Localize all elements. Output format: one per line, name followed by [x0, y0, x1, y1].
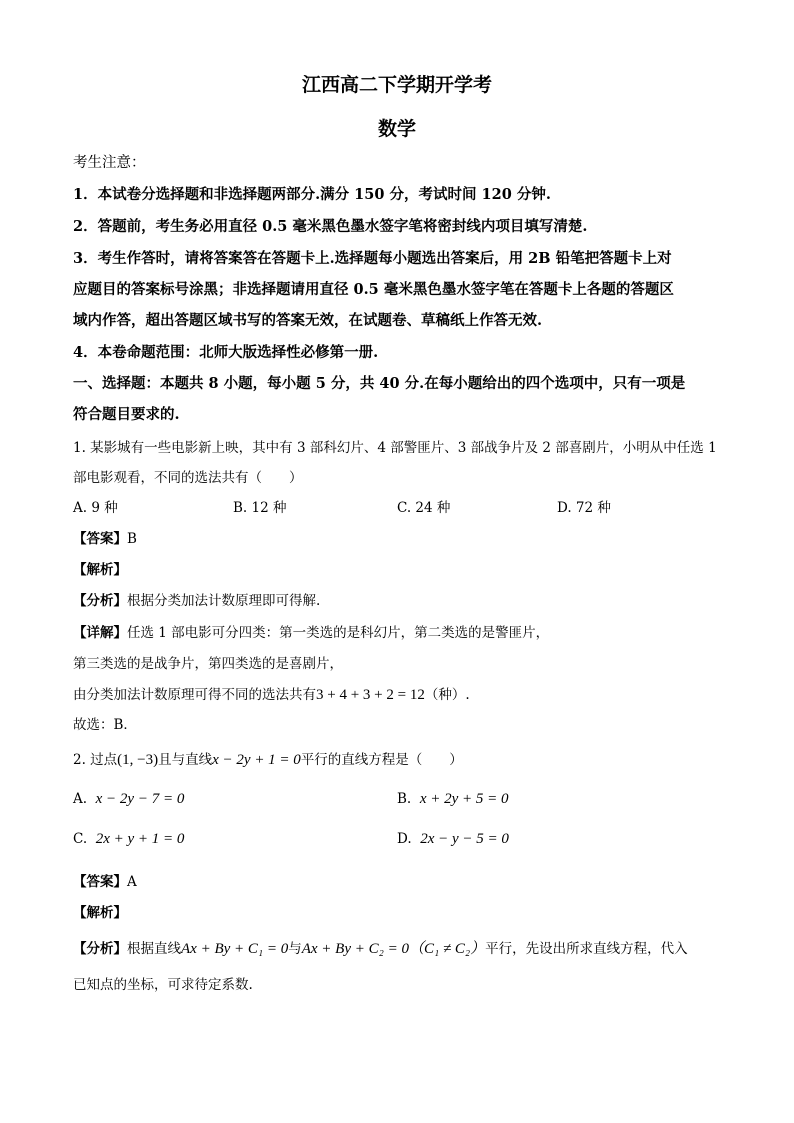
- option-label: A.: [73, 791, 88, 807]
- q2-stem: [73, 748, 463, 769]
- q2-line-eq: x − 2y + 1 = 0: [212, 752, 301, 768]
- detail3-pre: 由分类加法计数原理可得不同的选法共有: [73, 687, 316, 703]
- q2-option-d: [397, 831, 509, 848]
- q2-fenxi-cont: 已知点的坐标，可求待定系数.: [73, 977, 253, 993]
- answer-value: A: [127, 874, 137, 890]
- fenxi-label: 【分析】: [73, 941, 127, 957]
- q1-option-b: B. 12 种: [233, 500, 287, 516]
- option-eq: 2x − y − 5 = 0: [420, 831, 509, 847]
- answer-label: 【答案】: [73, 531, 127, 547]
- notice-item-3-cont2: 域内作答，超出答题区域书写的答案无效，在试题卷、草稿纸上作答无效.: [73, 312, 543, 329]
- q2-point: (1, −3): [117, 752, 159, 768]
- q1-option-d: D. 72 种: [557, 500, 611, 516]
- q1-stem: 1. 某影城有一些电影新上映，其中有 3 部科幻片、4 部警匪片、3 部战争片及 2 部喜剧片，小明从中任选 1: [73, 440, 717, 456]
- section-heading-cont: 符合题目要求的.: [73, 406, 180, 423]
- fenxi-mid: 与: [288, 941, 302, 957]
- subject-title: 数学: [377, 118, 416, 140]
- section-heading: 一、选择题：本题共 8 小题，每小题 5 分，共 40 分.在每小题给出的四个选项中，只有一项是: [73, 375, 686, 392]
- q2-stem-post: 平行的直线方程是（ ）: [300, 752, 463, 768]
- option-eq: x − 2y − 7 = 0: [95, 791, 185, 807]
- notice-item-1: 1．本试卷分选择题和非选择题两部分.满分 150 分，考试时间 120 分钟.: [73, 186, 551, 203]
- option-label: B.: [397, 791, 412, 807]
- q1-analysis-label: 【解析】: [73, 562, 127, 578]
- fenxi-post: 平行，先设出所求直线方程，代入: [485, 941, 688, 957]
- q1-conclusion: 故选：B．: [73, 717, 137, 733]
- q2-stem-mid: 且与直线: [158, 752, 213, 768]
- q2-option-c: [73, 831, 184, 848]
- exam-title: 江西高二下学期开学考: [301, 74, 492, 96]
- fenxi-text: 根据分类加法计数原理即可得解.: [127, 593, 321, 609]
- notice-heading: 考生注意：: [73, 155, 146, 171]
- option-label: D.: [397, 831, 412, 847]
- q1-fenxi: [73, 589, 320, 609]
- detail3-post: （种）.: [424, 687, 470, 703]
- notice-item-3: 3．考生作答时，请将答案答在答题卡上.选择题每小题选出答案后，用 2B 铅笔把答题卡上对: [73, 250, 672, 267]
- fenxi-eq2: Ax + By + C₂ = 0: [301, 941, 409, 957]
- fenxi-eq1: Ax + By + C₁ = 0: [181, 941, 289, 957]
- q2-option-b: [397, 791, 509, 808]
- option-eq: 2x + y + 1 = 0: [95, 831, 185, 847]
- q2-fenxi: [73, 937, 688, 958]
- q1-detail-3: [73, 683, 470, 704]
- q1-stem-cont: 部电影观看，不同的选法共有（ ）: [73, 470, 303, 486]
- fenxi-pre: 根据直线: [127, 941, 181, 957]
- option-eq: x + 2y + 5 = 0: [419, 791, 509, 807]
- notice-item-4: 4．本卷命题范围：北师大版选择性必修第一册.: [73, 344, 379, 361]
- q1-answer: [73, 527, 137, 547]
- q2-stem-pre: 2. 过点: [73, 752, 118, 768]
- detail-label: 【详解】: [73, 625, 127, 641]
- fenxi-cond: （C₁ ≠ C₂）: [408, 941, 486, 957]
- notice-item-3-cont: 应题目的答案标号涂黑；非选择题请用直径 0.5 毫米黑色墨水签字笔在答题卡上各题的答题区: [73, 281, 674, 298]
- answer-label: 【答案】: [73, 874, 127, 890]
- answer-value: B: [127, 531, 137, 547]
- q1-option-c: C. 24 种: [397, 500, 451, 516]
- option-label: C.: [73, 831, 88, 847]
- q1-option-a: A. 9 种: [73, 500, 118, 516]
- q2-answer: [73, 870, 137, 890]
- fenxi-label: 【分析】: [73, 593, 127, 609]
- notice-item-2: 2．答题前，考生务必用直径 0.5 毫米黑色墨水签字笔将密封线内项目填写清楚.: [73, 218, 588, 235]
- q1-detail-2: 第三类选的是战争片，第四类选的是喜剧片，: [73, 656, 343, 672]
- detail3-math: 3 + 4 + 3 + 2 = 12: [316, 687, 425, 703]
- q1-detail: [73, 621, 549, 641]
- q2-option-a: [73, 791, 184, 808]
- detail-text: 任选 1 部电影可分四类：第一类选的是科幻片，第二类选的是警匪片，: [127, 625, 550, 641]
- q2-analysis-label: 【解析】: [73, 905, 127, 921]
